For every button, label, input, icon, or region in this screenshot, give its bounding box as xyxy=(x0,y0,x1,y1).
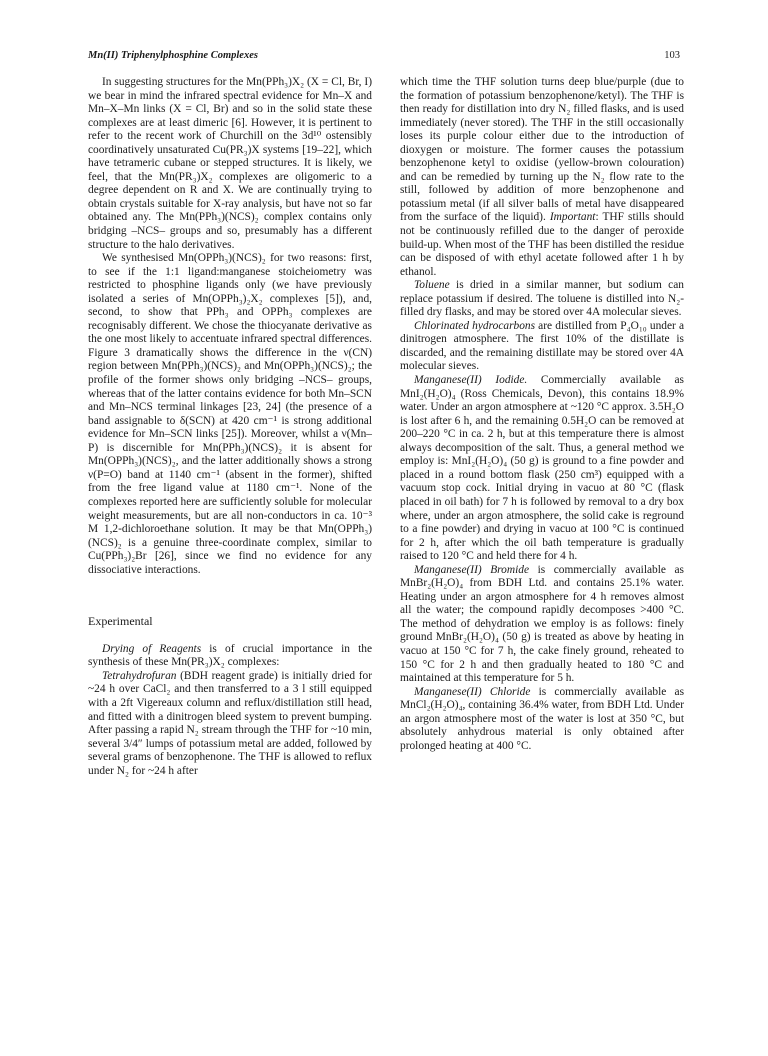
run-in-heading: Tetrahydrofuran xyxy=(102,669,177,682)
page-number: 103 xyxy=(664,50,680,61)
paragraph xyxy=(88,670,372,778)
paragraph xyxy=(400,374,684,564)
paragraph xyxy=(400,76,684,279)
paragraph-text: which time the THF solution turns deep blue/purple (due to the formation of potassium benzophenone/ketyl). The THF is then ready for distillation into dry N₂ filled flasks, and is used immediately (never stored). The THF in the still occasionally loses its purple colour either due to the introduction of dioxygen or moisture. The former causes the potassium benzophenone ketyl to oxidise (yellow-brown colouration) and can be remedied by turning up the N₂ flow rate to the still, followed by addition of more benzophenone and potassium metal (if all silver balls of metal have disappeared from the surface of the liquid). xyxy=(400,76,684,224)
run-in-heading: Drying of Reagents xyxy=(102,642,202,655)
section-heading-experimental: Experimental xyxy=(88,614,153,629)
emphasis: Important xyxy=(549,211,596,224)
right-column xyxy=(400,76,684,753)
paragraph xyxy=(400,686,684,754)
paragraph-text: is of crucial importance in the synthesis of these Mn(PR₃)X₂ complexes: xyxy=(88,642,372,669)
paragraph xyxy=(400,320,684,374)
run-in-heading: Manganese(II) Chloride xyxy=(414,685,531,698)
paragraph: In suggesting structures for the Mn(PPh₃)X₂ (X = Cl, Br, I) we bear in mind the infrared spectral evidence for Mn–X and Mn–X–Mn links (X = Cl, Br) and so in the solid state these complexes are at least dimeric [6]. However, it is pertinent to refer to the recent work of Churchill on the 3d¹⁰ ostensibly coordinatively unsaturated Cu(PR₃)X systems [19–22], which have tetrameric cubane or stepped structures. It is likely, we feel, that the Mn(PR₃)X₂ complexes are oligomeric to a degree dependent on R and X. We are continually trying to obtain crystals suitable for X-ray analysis, but have not so far obtained any. The Mn(PPh₃)(NCS)₂ complex contains only bridging –NCS– groups and so, presumably has a different structure to the halo derivatives. xyxy=(88,76,372,251)
paragraph xyxy=(400,279,684,320)
paragraph xyxy=(400,564,684,686)
run-in-heading: Manganese(II) Iodide. xyxy=(414,374,528,387)
run-in-heading: Manganese(II) Bromide xyxy=(414,563,530,576)
paragraph xyxy=(88,643,372,670)
running-head xyxy=(88,50,680,66)
run-in-heading: Toluene xyxy=(414,279,450,292)
run-in-heading: Chlorinated hydrocarbons xyxy=(414,319,536,332)
paragraph-text: : THF stills should not be continuously refilled due to the danger of peroxide build-up. When most of the THF has been distilled the residue can be disposed of with ethyl acetate followed after 1 h by ethanol. xyxy=(400,211,684,278)
paragraph-text: are distilled from P₄O₁₀ under a dinitrogen atmosphere. The first 10% of the distillate is discarded, and the remaining distillate may be stored over 4A molecular sieves. xyxy=(400,319,684,373)
paragraph-text: (BDH reagent grade) is initially dried for ~24 h over CaCl₂ and then transferred to a 3 l still equipped with a 2ft Vigereaux column and reflux/distillation still head, and fitted with a dinitrogen bleed system to prevent bumping. After passing a rapid N₂ stream through the THF for ~10 min, several 3/4″ lumps of potassium metal are added, followed by several grams of benzophenone. The THF is allowed to reflux under N₂ for ~24 h after xyxy=(88,669,372,777)
paragraph-text: Commercially available as MnI₂(H₂O)₄ (Ross Chemicals, Devon), this contains 18.9% water. Under an argon atmosphere at ~120 °C approx. 3.5H₂O is lost after 6 h, and the remaining 0.5H₂O can be removed at 200–220 °C in ca. 2 h, but at this temperature there is almost always decomposition of the salt. Thus, a general method we employ is: MnI₂(H₂O)₄ (50 g) is ground to a fine powder and placed in a round bottom flask (250 cm³) equipped with a vacuum stop cock. Initial drying in vacuo at 80 °C (flask placed in oil bath) for 7 h is followed by removal to a dry box where, under an argon atmosphere, the solid cake is reground to a fine powder) and drying in vacuo at 100 °C is continued for 2 h, after which the oil bath temperature is gradually raised to 120 °C and held there for 4 h. xyxy=(400,374,684,563)
paragraph-text: is dried in a similar manner, but sodium can replace potassium if desired. The toluene is distilled into N₂-filled dry flasks, and may be stored over 4A molecular sieves. xyxy=(400,279,684,319)
running-head-title: Mn(II) Triphenylphosphine Complexes xyxy=(88,50,258,61)
paragraph-text: is commercially available as MnBr₂(H₂O)₄ from BDH Ltd. and contains 25.1% water. Heating under an argon atmosphere for 4 h removes almost all the water; the compound rapidly decomposes >400 °C. The method of dehydration we employ is as follows: finely ground MnBr₂(H₂O)₄ (50 g) is treated as above by heating in vacuo at 150 °C for 7 h, the cake finely ground, reheated to 150 °C for 2 h and then gradually heated to 180 °C and maintained at this temperature for 5 h. xyxy=(400,563,684,685)
paragraph-text: is commercially available as MnCl₂(H₂O)₄, containing 36.4% water, from BDH Ltd. Under an argon atmosphere most of the water is lost at 350 °C, but absolutely anhydrous material is only obtained after prolonged heating at 400 °C. xyxy=(400,685,684,752)
left-column xyxy=(88,76,372,778)
paragraph: We synthesised Mn(OPPh₃)(NCS)₂ for two reasons: first, to see if the 1:1 ligand:manganese stoicheiometry was restricted to phosphine ligands only (we have previously isolated a series of Mn(OPPh₃)₂X₂ complexes [5]), and, second, to show that PPh₃ and OPPh₃ complexes are recognisably different. We chose the thiocyanate derivative as the one most likely to accentuate infrared spectral differences. Figure 3 dramatically shows the difference in the ν(CN) region between Mn(PPh₃)(NCS)₂ and Mn(OPPh₃)(NCS)₂; the profile of the former shows only bridging –NCS– groups, whereas that of the latter contains evidence for both Mn–SCN and Mn–NCS terminal linkages [23, 24] (the presence of a band assignable to δ(SCN) at 420 cm⁻¹ is strong additional evidence for Mn–SCN links [25]). Moreover, whilst a ν(Mn–P) is discernible for Mn(PPh₃)(NCS)₂ it is absent for Mn(OPPh₃)(NCS)₂, and the latter additionally shows a strong ν(P=O) band at 1140 cm⁻¹ (absent in the former), shifted from the free ligand value at 1180 cm⁻¹. None of the complexes reported here are sufficiently soluble for molecular weight measurements, but are all non-conductors in ca. 10⁻³ M 1,2-dichloroethane solution. It may be that Mn(OPPh₃)(NCS)₂ is a genuine three-coordinate complex, similar to Cu(PPh₃)₂Br [26], since we find no evidence for any dissociative interactions. xyxy=(88,252,372,576)
